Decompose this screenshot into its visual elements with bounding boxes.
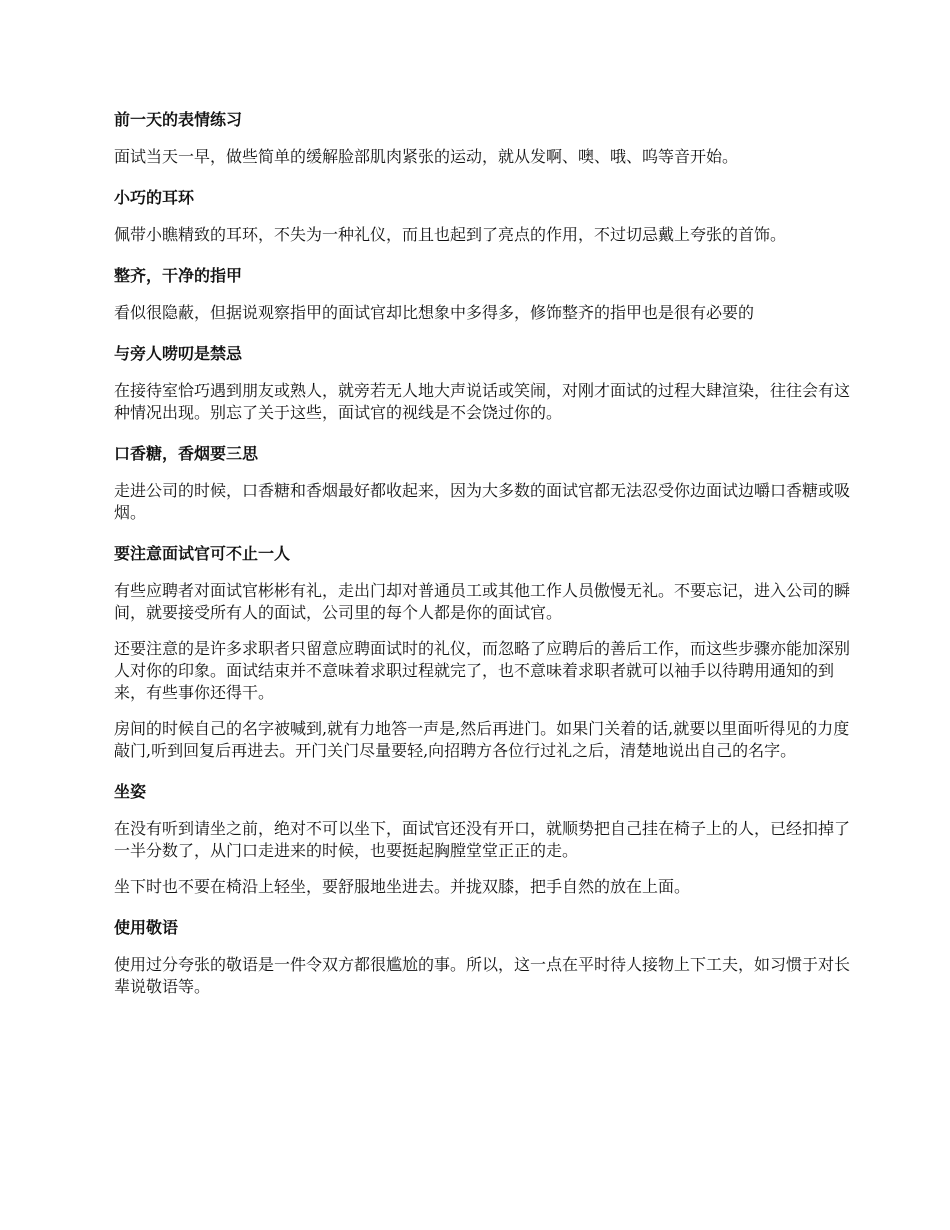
paragraph: 坐下时也不要在椅沿上轻坐，要舒服地坐进去。并拢双膝，把手自然的放在上面。 — [114, 877, 691, 896]
section-heading: 前一天的表情练习 — [114, 110, 243, 129]
paragraph: 看似很隐蔽，但据说观察指甲的面试官却比想象中多得多，修饰整齐的指甲也是很有必要的 — [114, 303, 755, 322]
paragraph: 走进公司的时候，口香糖和香烟最好都收起来，因为大多数的面试官都无法忍受你边面试边嚼口香糖或吸烟。 — [114, 481, 851, 522]
paragraph: 在接待室恰巧遇到朋友或熟人，就旁若无人地大声说话或笑闹，对刚才面试的过程大肆渲染，往往会有这种情况出现。别忘了关于这些，面试官的视线是不会饶过你的。 — [114, 381, 851, 422]
section-heading: 使用敬语 — [114, 918, 179, 937]
document-page — [114, 108, 854, 998]
paragraph: 在没有听到请坐之前，绝对不可以坐下，面试官还没有开口，就顺势把自己挂在椅子上的人，已经扣掉了一半分数了，从门口走进来的时候，也要挺起胸膛堂堂正正的走。 — [114, 819, 851, 860]
section-heading: 与旁人唠叨是禁忌 — [114, 344, 243, 363]
paragraph: 还要注意的是许多求职者只留意应聘面试时的礼仪，而忽略了应聘后的善后工作，而这些步骤亦能加深别人对你的印象。面试结束并不意味着求职过程就完了，也不意味着求职者就可以袖手以待聘用通知的到来，有些事你还得干。 — [114, 639, 851, 702]
paragraph: 使用过分夸张的敬语是一件令双方都很尴尬的事。所以，这一点在平时待人接物上下工夫，如习惯于对长辈说敬语等。 — [114, 955, 851, 996]
paragraph: 有些应聘者对面试官彬彬有礼，走出门却对普通员工或其他工作人员傲慢无礼。不要忘记，进入公司的瞬间，就要接受所有人的面试，公司里的每个人都是你的面试官。 — [114, 581, 851, 622]
paragraph: 佩带小瞧精致的耳环，不失为一种礼仪，而且也起到了亮点的作用，不过切忌戴上夸张的首饰。 — [114, 225, 787, 244]
paragraph: 房间的时候自己的名字被喊到,就有力地答一声是,然后再进门。如果门关着的话,就要以里面听得见的力度敲门,听到回复后再进去。开门关门尽量要轻,向招聘方各位行过礼之后，清楚地说出自己的名字。 — [114, 719, 850, 760]
section-heading: 坐姿 — [114, 782, 147, 801]
section-heading: 口香糖，香烟要三思 — [114, 444, 259, 463]
section-heading: 小巧的耳环 — [114, 188, 195, 207]
paragraph: 面试当天一早，做些简单的缓解脸部肌肉紧张的运动，就从发啊、噢、哦、呜等音开始。 — [114, 147, 739, 166]
section-heading: 整齐，干净的指甲 — [114, 266, 243, 285]
section-heading: 要注意面试官可不止一人 — [114, 544, 291, 563]
